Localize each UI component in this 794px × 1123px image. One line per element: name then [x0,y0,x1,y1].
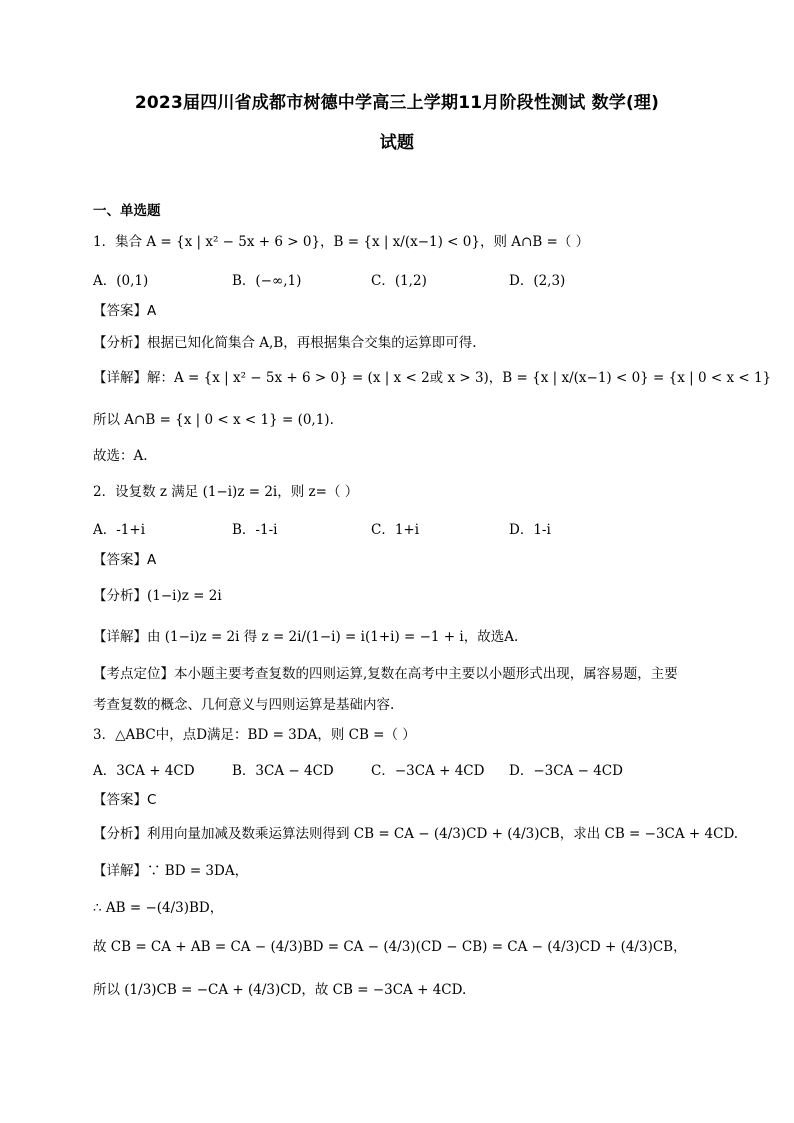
document-title-line2: 试题 [379,133,415,153]
q2-option-a: A．-1+i [93,522,146,538]
q1-choose: 故选：A. [93,448,148,464]
q2-option-d: D．1-i [509,522,551,538]
q1-detail-2: 所以 A∩B = {x | 0 < x < 1} = (0,1). [93,412,334,428]
q1-option-c: C．(1,2) [371,273,427,289]
q3-option-a: A．3CA + 4CD [93,763,195,779]
q3-analysis: 【分析】利用向量加减及数乘运算法则得到 CB = CA − (4/3)CD + (4/3)CB，求出 CB = −3CA + 4CD. [93,826,739,842]
q1-answer: 【答案】A [93,303,157,319]
q2-option-b: B．-1-i [232,522,278,538]
q1-option-b: B．(−∞,1) [232,273,302,289]
q2-analysis: 【分析】(1−i)z = 2i [93,588,222,604]
q3-detail: 【详解】∵ BD = 3DA， [93,863,249,879]
q3-step3: 所以 (1/3)CB = −CA + (4/3)CD，故 CB = −3CA + 4CD. [93,982,467,998]
q1-option-d: D．(2,3) [509,273,566,289]
q3-option-c: C．−3CA + 4CD [371,763,485,779]
q2-answer: 【答案】A [93,552,157,568]
q3-option-b: B．3CA − 4CD [232,763,334,779]
document-title-line1: 2023届四川省成都市树德中学高三上学期11月阶段性测试 数学(理) [134,93,660,113]
q3-stem: 3．△ABC中，点D满足：BD = 3DA，则 CB =（ ） [93,727,416,743]
q2-detail: 【详解】由 (1−i)z = 2i 得 z = 2i/(1−i) = i(1+i) = −1 + i，故选A. [93,629,519,645]
q1-analysis: 【分析】根据已知化简集合 A,B，再根据集合交集的运算即可得. [93,335,477,351]
q1-detail: 【详解】解：A = {x | x² − 5x + 6 > 0} = (x | x < 2或 x > 3)，B = {x | x/(x−1) < 0} = {x | 0 < x < 1} [93,370,772,386]
q2-kaodian-line2: 考查复数的概念、几何意义与四则运算是基础内容. [93,697,395,713]
q2-kaodian-line1: 【考点定位】本小题主要考查复数的四则运算,复数在高考中主要以小题形式出现，属容易题，主要 [93,666,678,682]
q1-option-a: A．(0,1) [93,273,149,289]
q3-answer: 【答案】C [93,792,157,808]
q3-option-d: D．−3CA − 4CD [509,763,623,779]
q2-stem: 2．设复数 z 满足 (1−i)z = 2i，则 z=（ ） [93,484,359,500]
section-heading: 一、单选题 [93,203,161,219]
q1-stem: 1．集合 A = {x | x² − 5x + 6 > 0}，B = {x | x/(x−1) < 0}，则 A∩B =（ ） [93,234,590,250]
q3-step1: ∴ AB = −(4/3)BD， [93,900,224,916]
q3-step2: 故 CB = CA + AB = CA − (4/3)BD = CA − (4/3)(CD − CB) = CA − (4/3)CD + (4/3)CB， [93,939,687,955]
q2-option-c: C．1+i [371,522,420,538]
